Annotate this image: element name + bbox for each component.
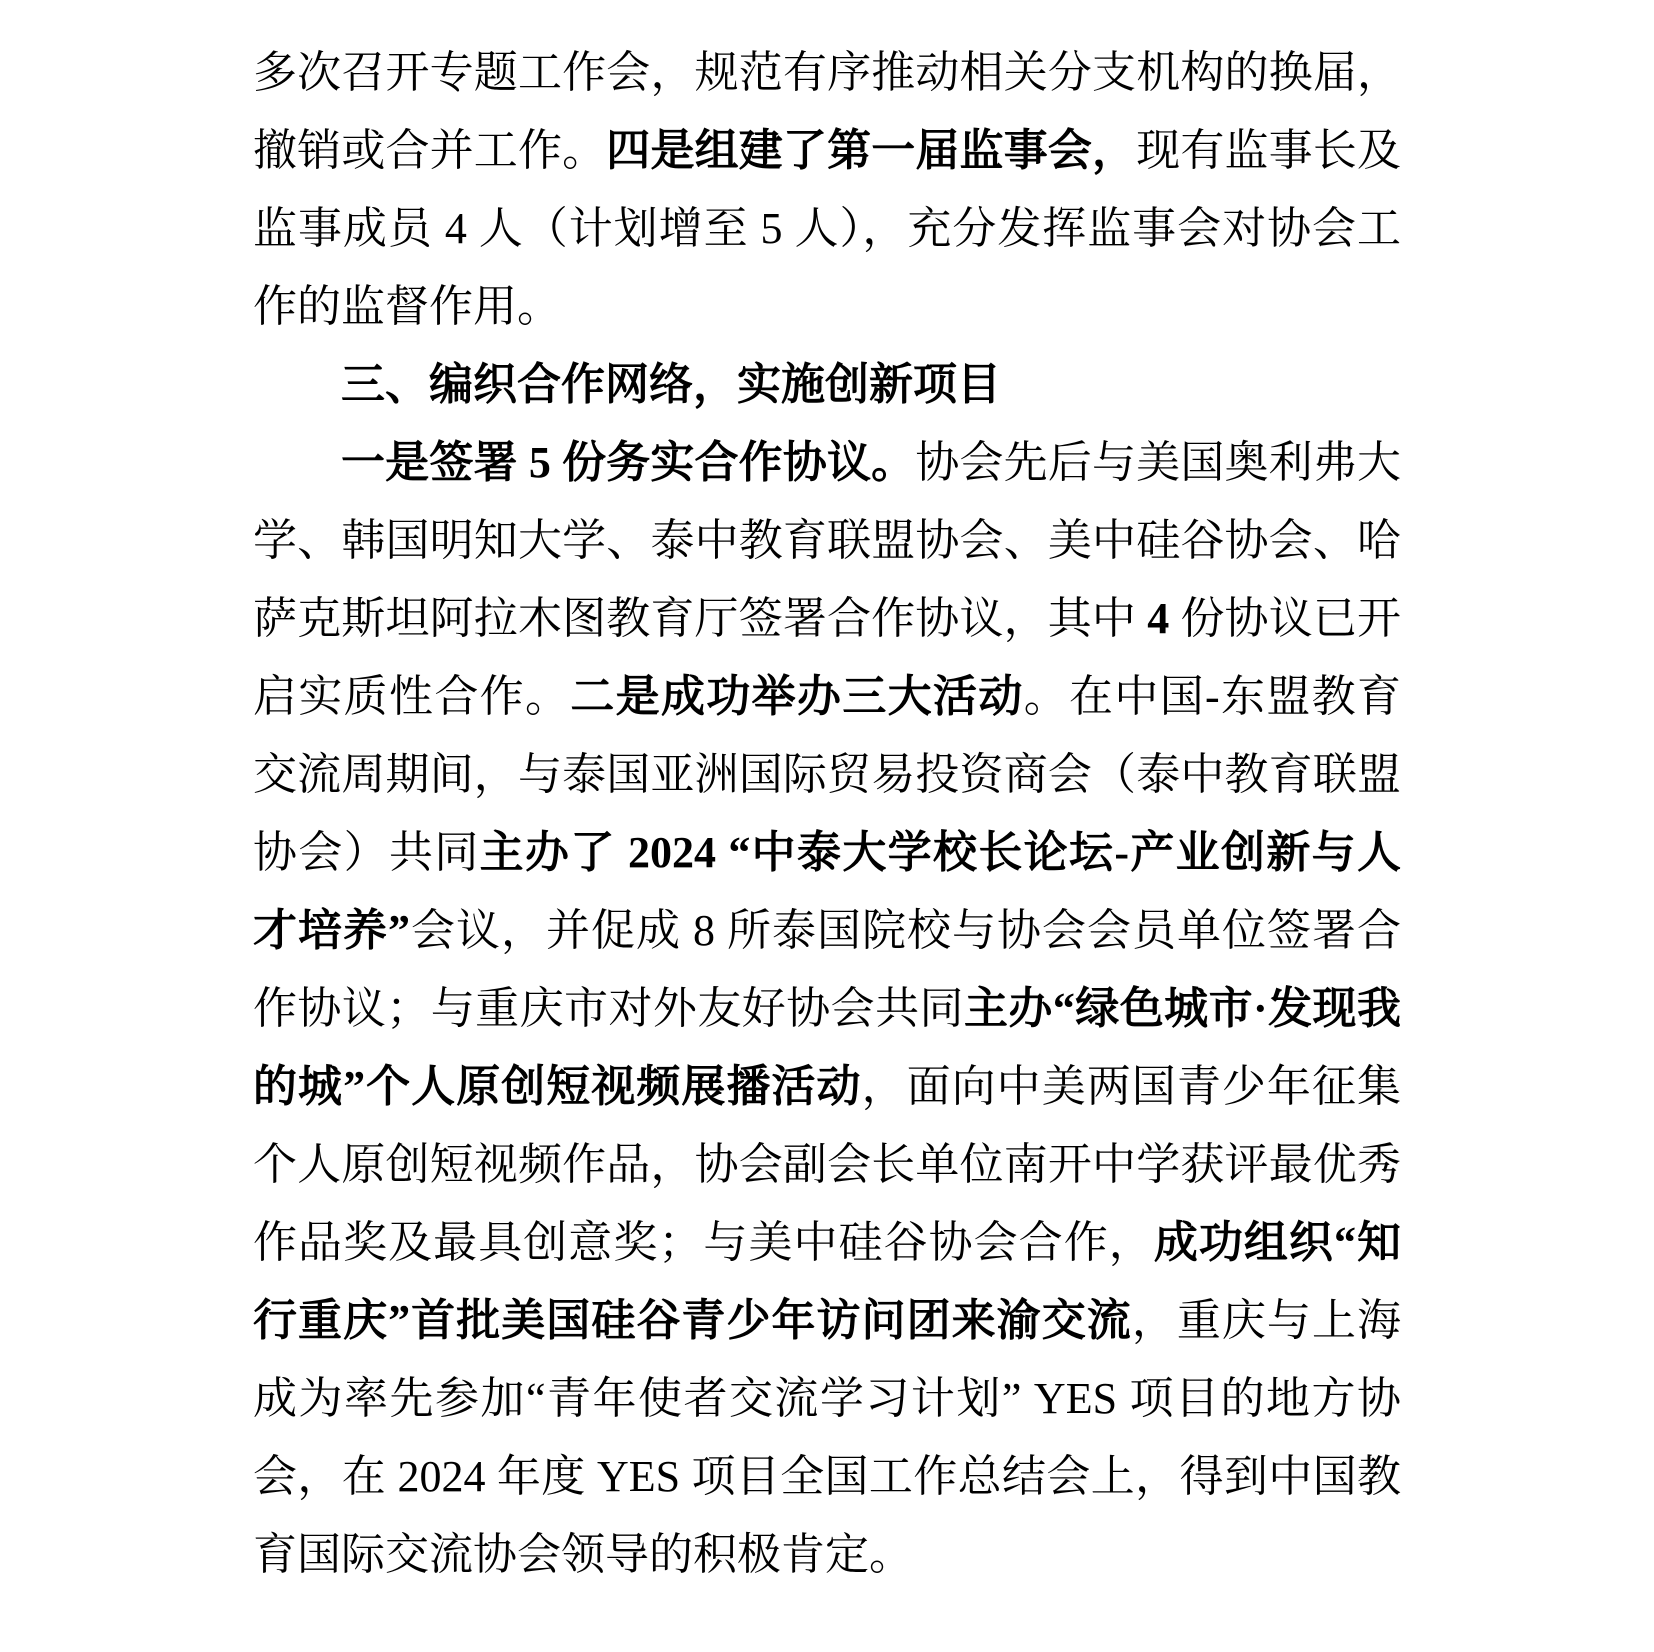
text-run: 多次召开专题工作会，规范有序推动相关分支机构的换届，撤销或合并工作。 xyxy=(253,48,1401,175)
bold-text-run: 三、编织合作网络，实施创新项目 xyxy=(341,360,1001,409)
paragraph xyxy=(253,424,1401,1594)
bold-text-run: 主办了 2024 “中泰大学校长论坛-产业创新与人才培养” xyxy=(253,828,1401,955)
bold-text-run: 成功组织“知行重庆”首批美国硅谷青少年访问团来渝交流 xyxy=(253,1218,1402,1345)
text-run: 协会先后与美国奥利弗大学、韩国明知大学、泰中教育联盟协会、美中硅谷协会、哈萨克斯坦阿拉木图教育厅签署合作协议，其中 xyxy=(253,438,1402,643)
section-heading xyxy=(253,346,1401,424)
text-run: 份协议已开启实质性合作。 xyxy=(253,594,1402,721)
text-run: 现有监事长及监事成员 4 人（计划增至 5 人），充分发挥监事会对协会工作的监督作用。 xyxy=(253,126,1402,331)
paragraph xyxy=(253,34,1401,346)
bold-text-run: 4 xyxy=(1147,594,1170,643)
bold-text-run: 二是成功举办三大活动 xyxy=(570,672,1024,721)
text-run: 。在中国-东盟教育交流周期间，与泰国亚洲国际贸易投资商会（泰中教育联盟协会）共同 xyxy=(253,672,1402,877)
document-body xyxy=(253,34,1401,1594)
bold-text-run: 一是签署 5 份务实合作协议。 xyxy=(341,438,916,487)
bold-text-run: 四是组建了第一届监事会， xyxy=(606,126,1137,175)
text-run: 会议，并促成 8 所泰国院校与协会会员单位签署合作协议；与重庆市对外友好协会共同 xyxy=(253,906,1401,1033)
bold-text-run: 主办“绿色城市·发现我的城”个人原创短视频展播活动 xyxy=(253,984,1401,1111)
text-run: ，重庆与上海成为率先参加“青年使者交流学习计划” YES 项目的地方协会，在 2024 年度 YES 项目全国工作总结会上，得到中国教育国际交流协会领导的积极肯定。 xyxy=(253,1296,1402,1579)
text-run: ，面向中美两国青少年征集个人原创短视频作品，协会副会长单位南开中学获评最优秀作品奖及最具创意奖；与美中硅谷协会合作， xyxy=(253,1062,1402,1267)
